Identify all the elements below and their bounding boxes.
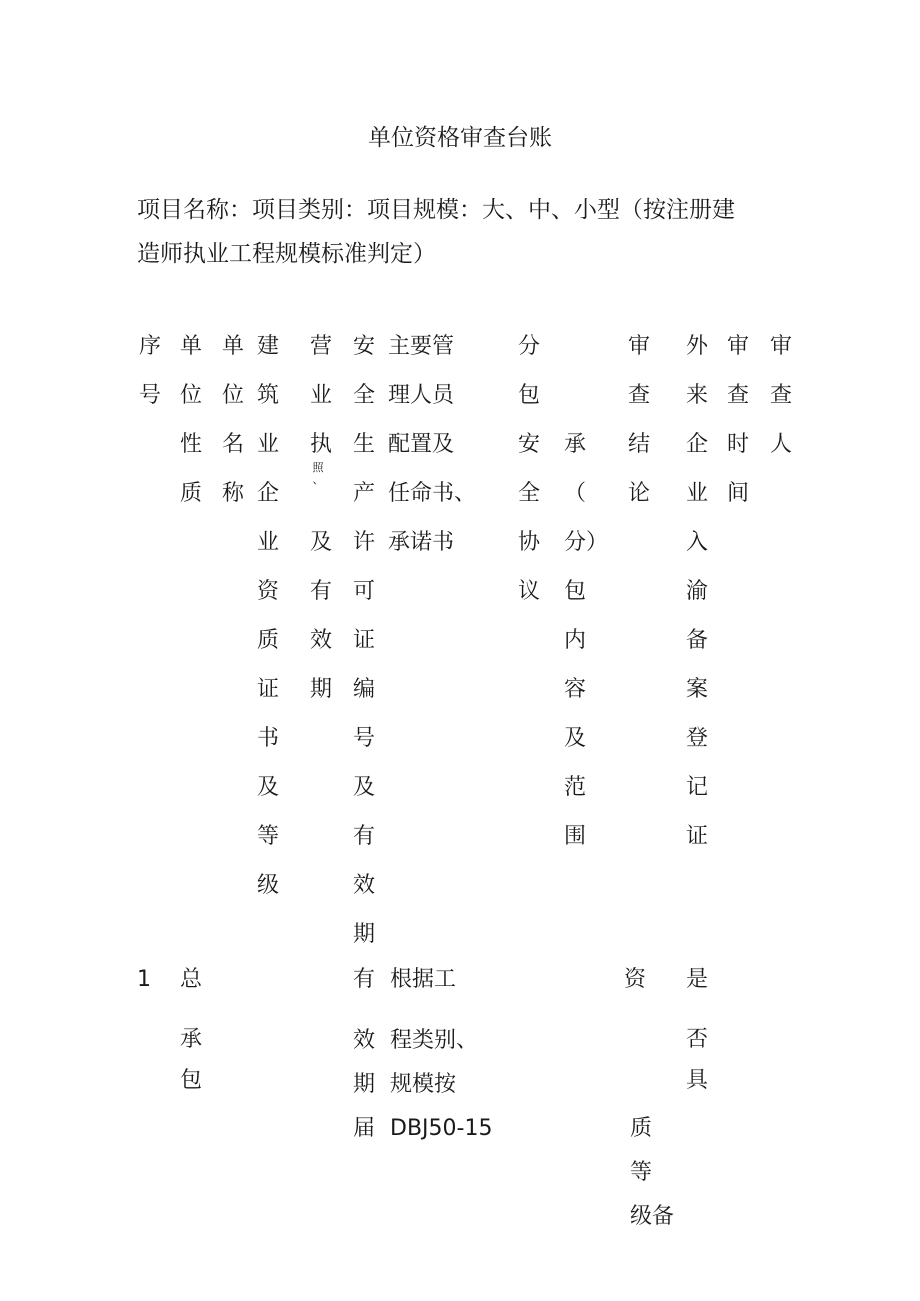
row1-safety-bottom: 效 期 届 [352,1028,375,1141]
row1-mgmt-top: 根据工 [390,967,457,992]
header-unit-nature: 单 位 性 质 [179,334,202,506]
header-review-time: 审 查 时 间 [726,334,749,506]
row1-conclusion-top: 资 [624,967,647,992]
header-seq: 序 号 [138,334,161,408]
row1-unit-nature-bottom: 承 包 [179,1027,202,1093]
project-info-line2: 造师执业工程规模标准判定） [137,241,436,267]
header-subcontract-agreement: 分 包 安 全 协 议 [517,334,540,604]
project-info-line1: 项目名称：项目类别：项目规模：大、中、小型（按注册建 [137,197,735,223]
header-external-registration: 外 来 企 业 入 渝 备 案 登 记 证 [685,334,708,849]
header-subcontract-scope-text: 承 （ 分） 包 内 容 及 范 围 [564,432,609,849]
row1-unit-nature-top: 总 [179,967,202,992]
header-qualification: 建 筑 业 企 业 资 质 证 书 及 等 级 [256,334,279,898]
row1-registration-top: 是 [685,967,708,992]
row1-registration-bottom: 否 具 [685,1027,708,1093]
header-business-license-zhao: 照 、 [312,461,324,486]
row1-safety-top: 有 [352,967,375,992]
header-safety-permit: 安 全 生 产 许 可 证 编 号 及 有 效 期 [352,334,375,947]
header-management: 主要管 理人员 配置及 任命书、 承诺书 [388,334,477,555]
header-business-license-bottom: 及 有 效 期 [309,530,332,702]
header-subcontract-scope [554,322,614,910]
row1-conclusion-bottom [624,1019,684,1283]
header-unit-name: 单 位 名 称 [221,334,244,506]
row1-mgmt-bottom: 程类别、 规模按 DBJ50-15 [390,1028,493,1141]
page-title: 单位资格审查台账 [368,125,552,151]
header-review-conclusion: 审 查 结 论 [627,334,650,506]
row1-seq: 1 [137,967,151,992]
header-reviewer: 审 查 人 [769,334,792,457]
project-info [137,188,817,276]
header-business-license-top: 营 业 执 [309,334,332,457]
row1-conclusion-bottom-text: 质 等 级备 [630,1116,675,1229]
